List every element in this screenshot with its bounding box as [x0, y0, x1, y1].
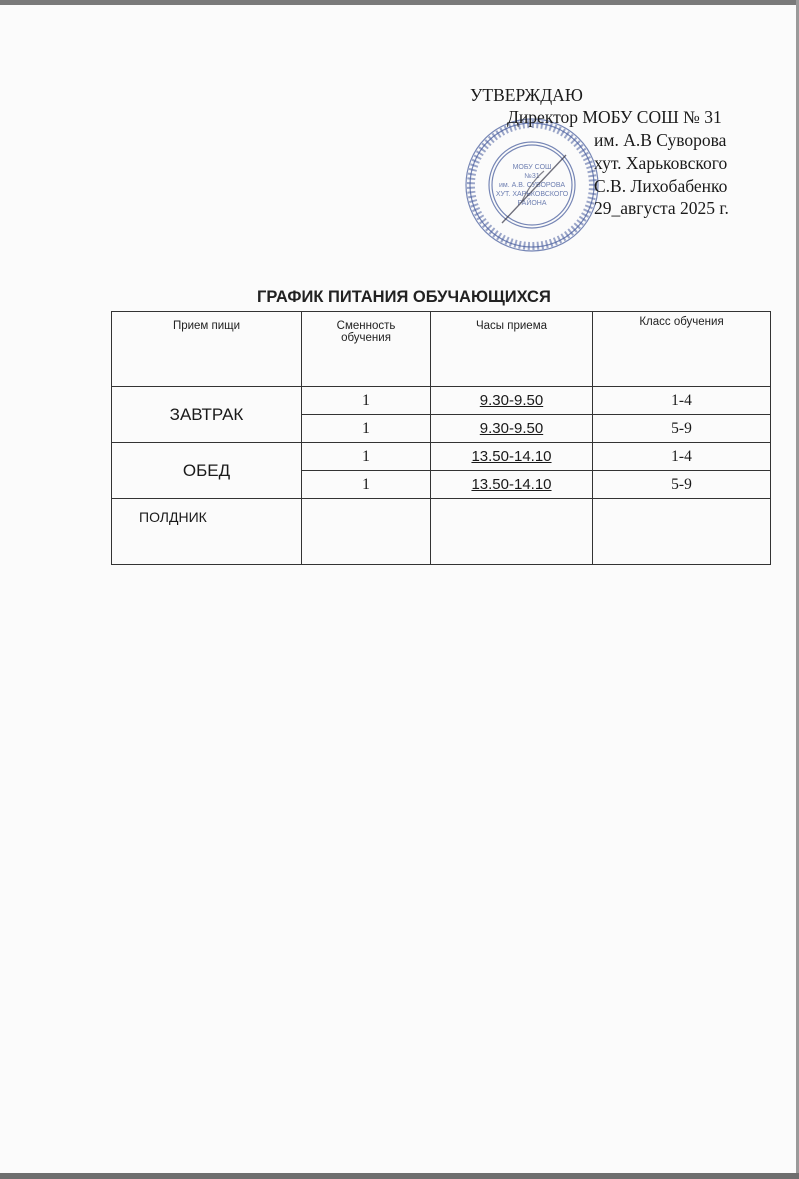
- seal-text-line: им. А.В. СУВОРОВА: [498, 182, 566, 189]
- seal-text-line: ХУТ. ХАРЬКОВСКОГО: [495, 191, 569, 198]
- approval-position: Директор МОБУ СОШ № 31: [507, 107, 722, 127]
- shift-cell: 1: [302, 471, 431, 499]
- approval-date: 29_августа 2025 г.: [594, 198, 729, 218]
- shift-cell: 1: [302, 443, 431, 471]
- hours-value: 9.30-9.50: [479, 420, 544, 437]
- meal-schedule-table: [111, 311, 771, 565]
- grade-cell: 1-4: [593, 443, 771, 471]
- table-row: [112, 387, 771, 415]
- hours-cell: [431, 471, 593, 499]
- hours-cell: [431, 499, 593, 565]
- seal-text-line: №31: [524, 173, 540, 180]
- shift-cell: 1: [302, 415, 431, 443]
- hours-value: 13.50-14.10: [471, 476, 552, 493]
- header-hours: Часы приема: [431, 312, 593, 387]
- approval-director-name: С.В. Лихобабенко: [594, 176, 728, 196]
- scan-bottom-edge: [0, 1173, 799, 1179]
- grade-cell: 5-9: [593, 415, 771, 443]
- table-header-row: [112, 312, 771, 387]
- hours-value: 9.30-9.50: [479, 392, 544, 409]
- shift-cell: 1: [302, 387, 431, 415]
- table-row: [112, 499, 771, 565]
- hours-value: 13.50-14.10: [471, 448, 552, 465]
- hours-cell: [431, 387, 593, 415]
- seal-text-line: РАЙОНА: [517, 200, 547, 207]
- meal-cell: ОБЕД: [112, 443, 302, 499]
- hours-cell: [431, 415, 593, 443]
- approval-locality: хут. Харьковского: [594, 153, 728, 173]
- meal-cell: ПОЛДНИК: [112, 499, 302, 565]
- table-row: [112, 443, 771, 471]
- header-shift: Сменность обучения: [302, 312, 431, 387]
- official-seal-stamp: [462, 115, 602, 255]
- header-meal: Прием пищи: [112, 312, 302, 387]
- shift-cell: [302, 499, 431, 565]
- header-grade: Класс обучения: [593, 312, 771, 387]
- grade-cell: [593, 499, 771, 565]
- seal-text-line: МОБУ СОШ: [512, 164, 552, 171]
- document-title: ГРАФИК ПИТАНИЯ ОБУЧАЮЩИХСЯ: [257, 288, 551, 306]
- scan-top-edge: [0, 0, 799, 5]
- approval-school-name: им. А.В Суворова: [594, 130, 727, 150]
- hours-cell: [431, 443, 593, 471]
- meal-cell: ЗАВТРАК: [112, 387, 302, 443]
- grade-cell: 5-9: [593, 471, 771, 499]
- grade-cell: 1-4: [593, 387, 771, 415]
- approval-heading: УТВЕРЖДАЮ: [470, 85, 583, 105]
